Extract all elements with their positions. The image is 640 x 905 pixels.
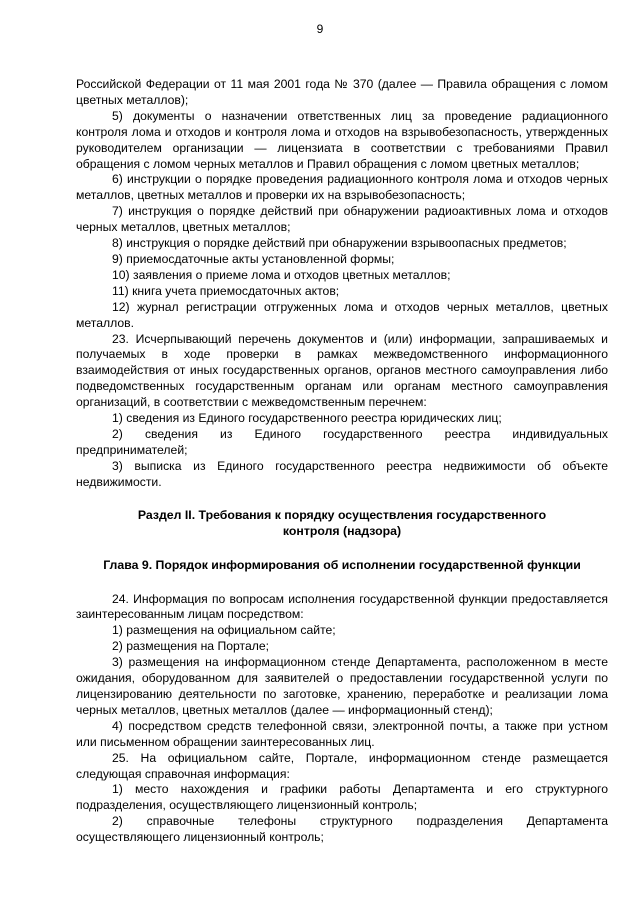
paragraph: 2) размещения на Портале; [112,639,270,654]
paragraph: 12) журнал регистрации отгруженных лома и отходов черных металлов, цветных металлов. [76,299,608,330]
paragraph: 8) инструкция о порядке действий при обнаружении взрывоопасных предметов; [112,236,567,251]
paragraph: 25. На официальном сайте, Портале, информационном стенде размещается следующая справочная информация: [76,750,608,781]
paragraphs-after-chapter [76,592,608,847]
paragraph: 4) посредством средств телефонной связи, электронной почты, а также при устном или письменном обращении заинтересованных лиц. [76,718,608,749]
paragraph: 3) размещения на информационном стенде Департамента, расположенном в месте ожидания, оборудованном для заявителей о предоставлении государственной услуги по лицензированию деятельности по заготовке, хранению, переработке и реализации лома черных металлов, цветных металлов (далее — информационный стенд); [76,655,608,717]
paragraph: 10) заявления о приеме лома и отходов цветных металлов; [112,267,451,282]
paragraph: 9) приемосдаточные акты установленной формы; [112,251,395,266]
paragraph: 5) документы о назначении ответственных лиц за проведение радиационного контроля лома и отходов и контроля лома и отходов на взрывобезопасность, утвержденных руководителем организации — лицензиата в соответствии с требованиями Правил обращения с ломом черных металлов и Правил обращения с ломом цветных металлов; [76,108,608,171]
chapter-title: Глава 9. Порядок информирования об исполнении государственной функции [103,557,581,572]
section-title: Раздел II. Требования к порядку осуществления государственного контроля (надзора) [137,507,547,538]
paragraph: 23. Исчерпывающий перечень документов и (или) информации, запрашиваемых и получаемых в ходе проверки в рамках межведомственного информационного взаимодействия от иных государственных органов, органов местного самоуправления либо подведомственных государственным органам или органам местного самоуправления организаций, в соответствии с межведомственным перечнем: [76,331,608,410]
paragraph: 6) инструкции о порядке проведения радиационного контроля лома и отходов черных металлов, цветных металлов и проверки их на взрывобезопасность; [76,172,608,203]
paragraph: 2) сведения из Единого государственного реестра индивидуальных предпринимателей; [76,426,608,457]
document-body [76,77,608,846]
paragraphs-before-section [76,77,608,491]
page-number: 9 [316,22,324,36]
paragraph: 2) справочные телефоны структурного подразделения Департамента осуществляющего лицензионный контроль; [76,814,608,845]
paragraph: 1) место нахождения и графики работы Департамента и его структурного подразделения, осуществляющего лицензионный контроль; [76,782,608,813]
paragraph: 7) инструкция о порядке действий при обнаружении радиоактивных лома и отходов черных металлов, цветных металлов; [76,204,608,235]
paragraph: 11) книга учета приемосдаточных актов; [112,283,340,298]
paragraph: 3) выписка из Единого государственного реестра недвижимости об объекте недвижимости. [76,458,608,489]
paragraph: 1) сведения из Единого государственного реестра юридических лиц; [112,411,502,426]
paragraph: Российской Федерации от 11 мая 2001 года № 370 (далее — Правила обращения с ломом цветных металлов); [76,77,608,107]
paragraph: 1) размещения на официальном сайте; [112,623,336,638]
paragraph: 24. Информация по вопросам исполнения государственной функции предоставляется заинтересованным лицам посредством: [76,591,608,622]
